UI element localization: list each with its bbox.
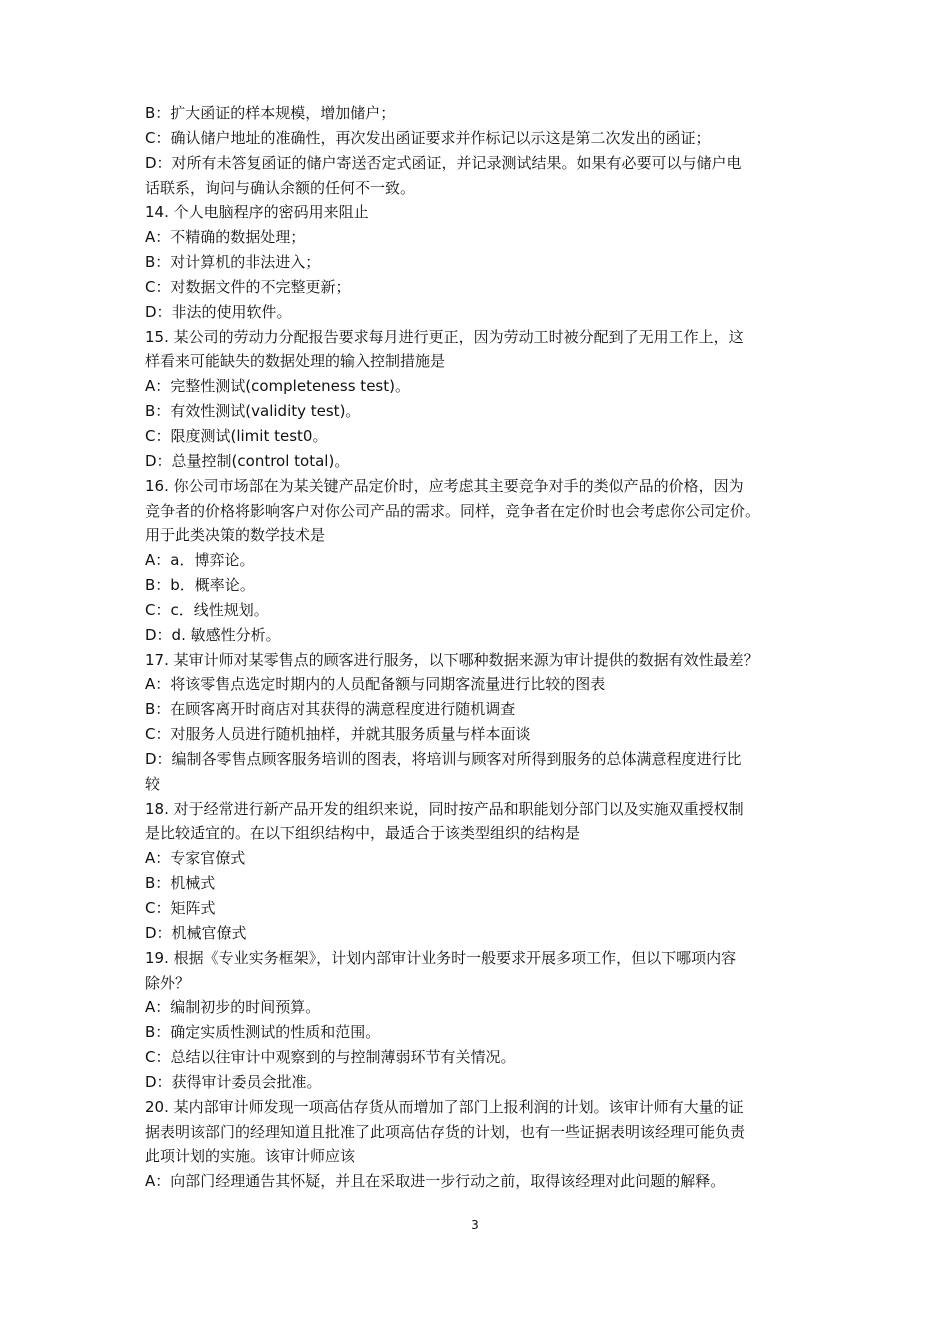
option-c: C：对数据文件的不完整更新； xyxy=(145,277,351,296)
page-number: 3 xyxy=(471,1218,479,1232)
option-a: A：编制初步的时间预算。 xyxy=(145,998,321,1017)
text-line: B：扩大函证的样本规模，增加储户； xyxy=(145,104,396,122)
option-a: A：专家官僚式 xyxy=(145,849,246,868)
option-c: C：总结以往审计中观察到的与控制薄弱环节有关情况。 xyxy=(145,1048,516,1067)
option-d: D：机械官僚式 xyxy=(145,923,247,942)
option-b: B：有效性测试(validity test)。 xyxy=(145,402,361,421)
question-15: 15. 某公司的劳动力分配报告要求每月进行更正，因为劳动工时被分配到了无用工作上，这 xyxy=(145,327,744,346)
text-line: C：确认储户地址的准确性，再次发出函证要求并作标记以示这是第二次发出的函证； xyxy=(145,128,711,147)
option-d: D：d. 敏感性分析。 xyxy=(145,625,281,644)
option-b: B：对计算机的非法进入； xyxy=(145,253,321,272)
question-17: 17. 某审计师对某零售点的顾客进行服务，以下哪种数据来源为审计提供的数据有效性最差？ xyxy=(145,650,759,669)
option-b: B：机械式 xyxy=(145,874,216,893)
text-line: 样看来可能缺失的数据处理的输入控制措施是 xyxy=(145,352,446,371)
question-16: 16. 你公司市场部在为某关键产品定价时，应考虑其主要竞争对手的类似产品的价格，因为 xyxy=(145,476,744,495)
option-a: A：向部门经理通告其怀疑，并且在采取进一步行动之前，取得该经理对此问题的解释。 xyxy=(145,1172,726,1191)
option-c: C：限度测试(limit test0。 xyxy=(145,426,328,445)
option-a: A：a．博弈论。 xyxy=(145,551,255,570)
text-line: D：对所有未答复函证的储户寄送否定式函证，并记录测试结果。如果有必要可以与储户电 xyxy=(145,153,742,172)
option-c: C：对服务人员进行随机抽样，并就其服务质量与样本面谈 xyxy=(145,725,531,744)
option-b: B：确定实质性测试的性质和范围。 xyxy=(145,1023,381,1042)
question-14: 14. 个人电脑程序的密码用来阻止 xyxy=(145,203,369,222)
text-line: 用于此类决策的数学技术是 xyxy=(145,526,326,545)
text-line: 竞争者的价格将影响客户对你公司产品的需求。同样，竞争者在定价时也会考虑你公司定价。 xyxy=(145,501,761,520)
question-18: 18. 对于经常进行新产品开发的组织来说，同时按产品和职能划分部门以及实施双重授权制 xyxy=(145,799,744,818)
text-line: 较 xyxy=(145,774,161,793)
text-line: 是比较适宜的。在以下组织结构中，最适合于该类型组织的结构是 xyxy=(145,824,581,843)
option-a: A：不精确的数据处理； xyxy=(145,228,306,247)
question-20: 20. 某内部审计师发现一项高估存货从而增加了部门上报利润的计划。该审计师有大量的证 xyxy=(145,1097,744,1116)
option-d: D：非法的使用软件。 xyxy=(145,302,292,321)
option-d: D：获得审计委员会批准。 xyxy=(145,1072,322,1091)
option-d: D：总量控制(control total)。 xyxy=(145,451,350,470)
question-19: 19. 根据《专业实务框架》，计划内部审计业务时一般要求开展多项工作，但以下哪项内容 xyxy=(145,948,737,967)
option-c: C：矩阵式 xyxy=(145,899,216,917)
text-line: 话联系，询问与确认余额的任何不一致。 xyxy=(145,178,416,197)
text-line: 除外？ xyxy=(145,973,191,992)
option-a: A：将该零售点选定时期内的人员配备额与同期客流量进行比较的图表 xyxy=(145,675,606,694)
option-a: A：完整性测试(completeness test)。 xyxy=(145,377,410,396)
option-d: D：编制各零售点顾客服务培训的图表，将培训与顾客对所得到服务的总体满意程度进行比 xyxy=(145,749,742,768)
option-c: C：c．线性规划。 xyxy=(145,600,269,619)
text-line: 据表明该部门的经理知道且批准了此项高估存货的计划，也有一些证据表明该经理可能负责 xyxy=(145,1122,746,1141)
option-b: B：在顾客离开时商店对其获得的满意程度进行随机调查 xyxy=(145,700,516,719)
document-body xyxy=(145,101,817,1194)
option-b: B：b．概率论。 xyxy=(145,576,255,595)
text-line: 此项计划的实施。该审计师应该 xyxy=(145,1147,356,1166)
